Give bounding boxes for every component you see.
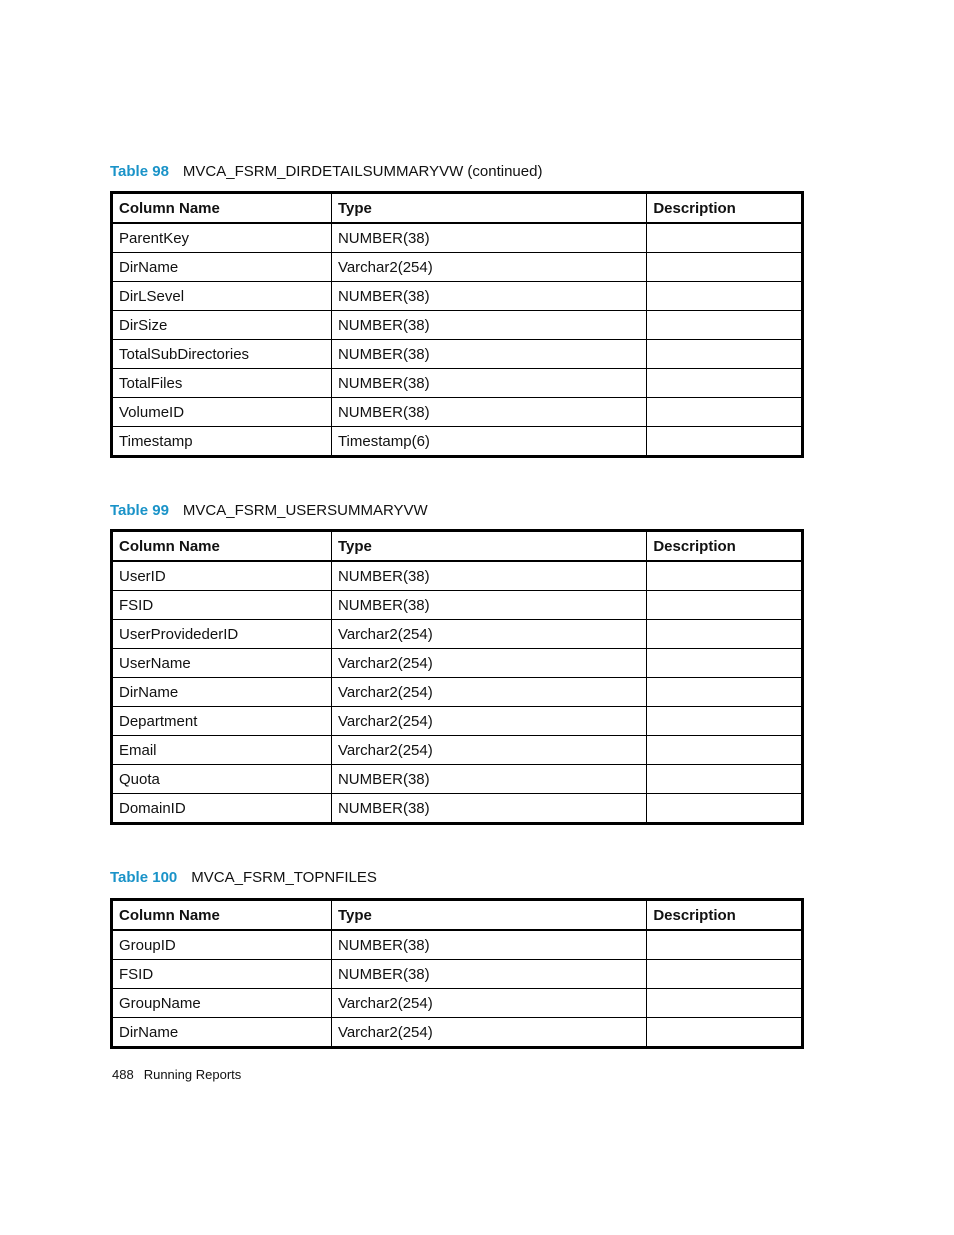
cell-column-name: UserID [112, 561, 332, 591]
table-row [112, 989, 803, 1018]
header-type: Type [331, 900, 646, 931]
table-row [112, 1018, 803, 1048]
header-column-name: Column Name [112, 531, 332, 562]
table-label: Table 100 [110, 869, 178, 886]
cell-column-name: DomainID [112, 794, 332, 824]
cell-type: NUMBER(38) [331, 561, 646, 591]
cell-description [647, 253, 803, 282]
cell-column-name: FSID [112, 960, 332, 989]
cell-column-name: DirSize [112, 311, 332, 340]
cell-type: NUMBER(38) [331, 591, 646, 620]
cell-type: NUMBER(38) [331, 930, 646, 960]
table-title: MVCA_FSRM_DIRDETAILSUMMARYVW (continued) [182, 163, 543, 180]
cell-description [647, 794, 803, 824]
table-98-block [110, 163, 804, 458]
cell-description [647, 930, 803, 960]
table-99-block [110, 502, 804, 825]
header-description: Description [647, 531, 803, 562]
cell-type: Varchar2(254) [331, 736, 646, 765]
header-description: Description [647, 900, 803, 931]
cell-description [647, 282, 803, 311]
cell-description [647, 620, 803, 649]
cell-column-name: Timestamp [112, 427, 332, 457]
cell-description [647, 369, 803, 398]
table-label: Table 98 [110, 163, 169, 180]
cell-column-name: DirLSevel [112, 282, 332, 311]
table-header-row [112, 193, 803, 224]
header-type: Type [331, 531, 646, 562]
cell-type: Varchar2(254) [331, 989, 646, 1018]
cell-type: NUMBER(38) [331, 282, 646, 311]
table-label: Table 99 [110, 502, 169, 519]
cell-type: Varchar2(254) [331, 620, 646, 649]
cell-description [647, 561, 803, 591]
table-row [112, 707, 803, 736]
cell-column-name: VolumeID [112, 398, 332, 427]
cell-description [647, 398, 803, 427]
section-name: Running Reports [143, 1067, 242, 1082]
table-caption [110, 869, 804, 887]
cell-type: NUMBER(38) [331, 369, 646, 398]
header-column-name: Column Name [112, 193, 332, 224]
cell-column-name: DirName [112, 253, 332, 282]
cell-type: Varchar2(254) [331, 649, 646, 678]
cell-column-name: Email [112, 736, 332, 765]
table-row [112, 340, 803, 369]
data-table [110, 191, 804, 458]
cell-column-name: DirName [112, 1018, 332, 1048]
table-row [112, 591, 803, 620]
table-row [112, 561, 803, 591]
cell-description [647, 765, 803, 794]
table-row [112, 620, 803, 649]
cell-type: NUMBER(38) [331, 340, 646, 369]
table-row [112, 960, 803, 989]
cell-type: Varchar2(254) [331, 678, 646, 707]
table-title: MVCA_FSRM_USERSUMMARYVW [182, 502, 428, 519]
data-table [110, 529, 804, 825]
table-header-row [112, 531, 803, 562]
table-row [112, 794, 803, 824]
cell-type: NUMBER(38) [331, 960, 646, 989]
page-footer [112, 1067, 241, 1082]
table-row [112, 282, 803, 311]
cell-description [647, 960, 803, 989]
cell-type: Varchar2(254) [331, 707, 646, 736]
cell-description [647, 311, 803, 340]
cell-column-name: UserName [112, 649, 332, 678]
table-header-row [112, 900, 803, 931]
cell-type: NUMBER(38) [331, 794, 646, 824]
cell-type: Varchar2(254) [331, 253, 646, 282]
table-row [112, 253, 803, 282]
table-row [112, 369, 803, 398]
table-row [112, 765, 803, 794]
table-row [112, 930, 803, 960]
cell-description [647, 591, 803, 620]
cell-description [647, 707, 803, 736]
table-caption [110, 163, 804, 181]
table-row [112, 398, 803, 427]
cell-description [647, 649, 803, 678]
page-number: 488 [112, 1067, 134, 1082]
cell-type: NUMBER(38) [331, 223, 646, 253]
cell-description [647, 736, 803, 765]
table-title: MVCA_FSRM_TOPNFILES [191, 869, 377, 886]
table-row [112, 678, 803, 707]
cell-column-name: TotalSubDirectories [112, 340, 332, 369]
cell-description [647, 340, 803, 369]
table-row [112, 736, 803, 765]
cell-description [647, 427, 803, 457]
table-caption [110, 502, 804, 520]
cell-type: NUMBER(38) [331, 311, 646, 340]
cell-column-name: Quota [112, 765, 332, 794]
table-row [112, 311, 803, 340]
table-row [112, 223, 803, 253]
cell-column-name: Department [112, 707, 332, 736]
cell-type: Varchar2(254) [331, 1018, 646, 1048]
table-100-block [110, 869, 804, 1049]
cell-column-name: ParentKey [112, 223, 332, 253]
cell-column-name: FSID [112, 591, 332, 620]
cell-type: NUMBER(38) [331, 765, 646, 794]
header-column-name: Column Name [112, 900, 332, 931]
cell-column-name: TotalFiles [112, 369, 332, 398]
cell-type: Timestamp(6) [331, 427, 646, 457]
data-table [110, 898, 804, 1049]
cell-type: NUMBER(38) [331, 398, 646, 427]
cell-column-name: GroupID [112, 930, 332, 960]
cell-column-name: GroupName [112, 989, 332, 1018]
cell-description [647, 989, 803, 1018]
cell-column-name: DirName [112, 678, 332, 707]
cell-column-name: UserProvidederID [112, 620, 332, 649]
table-row [112, 649, 803, 678]
header-type: Type [331, 193, 646, 224]
cell-description [647, 223, 803, 253]
cell-description [647, 1018, 803, 1048]
header-description: Description [647, 193, 803, 224]
cell-description [647, 678, 803, 707]
table-row [112, 427, 803, 457]
